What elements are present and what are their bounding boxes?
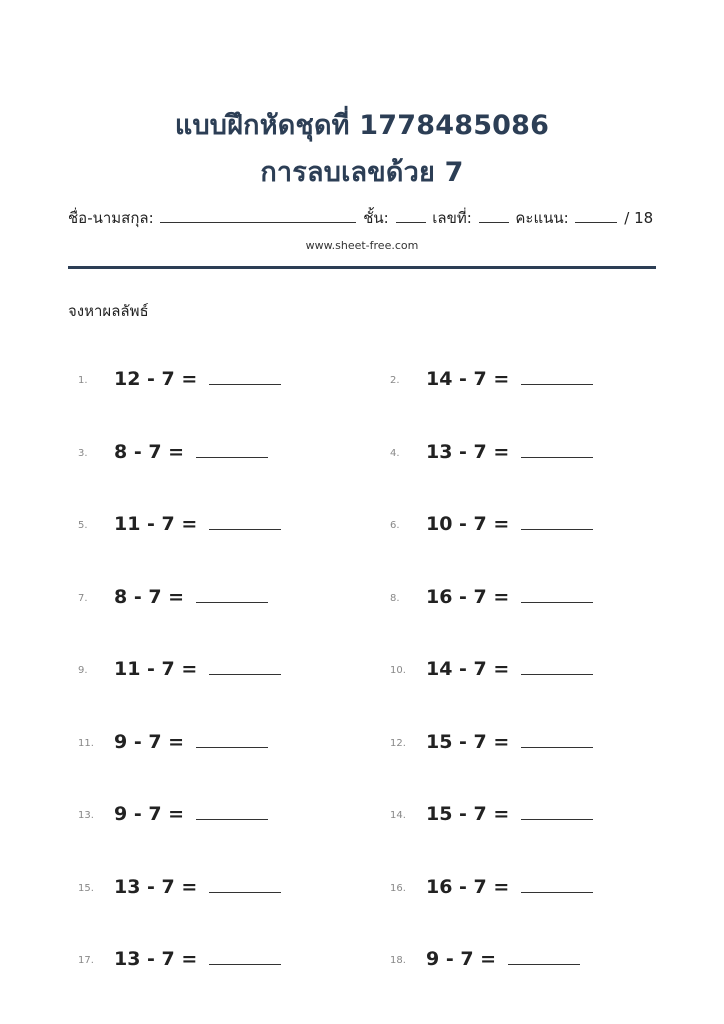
- answer-blank[interactable]: [508, 948, 580, 965]
- problem-expression: [426, 513, 593, 535]
- answer-blank[interactable]: [521, 586, 593, 603]
- problem-number: 9.: [78, 665, 88, 676]
- problem-expression-text: 12 - 7 =: [114, 368, 198, 390]
- problem-expression-text: 11 - 7 =: [114, 513, 198, 535]
- problem-expression: [114, 731, 268, 753]
- name-label: ชื่อ-นามสกุล:: [68, 209, 154, 227]
- answer-blank[interactable]: [209, 948, 281, 965]
- number-label: เลขที่:: [432, 209, 472, 227]
- problem-expression: [114, 513, 281, 535]
- problem-expression: [426, 586, 593, 608]
- answer-blank[interactable]: [196, 441, 268, 458]
- problem-number: 16.: [390, 883, 406, 894]
- problem-expression-text: 16 - 7 =: [426, 876, 510, 898]
- problem-expression-text: 15 - 7 =: [426, 731, 510, 753]
- answer-blank[interactable]: [521, 368, 593, 385]
- problem-expression-text: 15 - 7 =: [426, 803, 510, 825]
- student-info-row: [68, 206, 656, 230]
- answer-blank[interactable]: [209, 876, 281, 893]
- problem-number: 8.: [390, 593, 400, 604]
- answer-blank[interactable]: [521, 803, 593, 820]
- problem-expression-text: 11 - 7 =: [114, 658, 198, 680]
- instruction-text: จงหาผลลัพธ์: [68, 302, 149, 320]
- problem-number: 18.: [390, 955, 406, 966]
- problem-expression-text: 13 - 7 =: [114, 876, 198, 898]
- answer-blank[interactable]: [521, 658, 593, 675]
- problem-expression-text: 9 - 7 =: [426, 948, 497, 970]
- answer-blank[interactable]: [209, 513, 281, 530]
- problem-expression-text: 13 - 7 =: [114, 948, 198, 970]
- answer-blank[interactable]: [209, 368, 281, 385]
- answer-blank[interactable]: [521, 731, 593, 748]
- problem-expression-text: 9 - 7 =: [114, 803, 185, 825]
- number-blank[interactable]: [479, 208, 509, 223]
- worksheet-subtitle: การลบเลขด้วย 7: [260, 157, 464, 188]
- problem-expression: [114, 441, 268, 463]
- problem-number: 5.: [78, 520, 88, 531]
- problem-expression: [114, 658, 281, 680]
- class-blank[interactable]: [396, 208, 426, 223]
- problem-expression-text: 8 - 7 =: [114, 586, 185, 608]
- problem-expression: [426, 876, 593, 898]
- problem-number: 17.: [78, 955, 94, 966]
- answer-blank[interactable]: [521, 876, 593, 893]
- problem-expression: [114, 876, 281, 898]
- problem-expression-text: 13 - 7 =: [426, 441, 510, 463]
- problem-expression-text: 9 - 7 =: [114, 731, 185, 753]
- problem-number: 10.: [390, 665, 406, 676]
- answer-blank[interactable]: [196, 731, 268, 748]
- problem-expression: [426, 803, 593, 825]
- problem-expression: [426, 948, 580, 970]
- problem-expression: [114, 948, 281, 970]
- problem-expression-text: 8 - 7 =: [114, 441, 185, 463]
- problem-expression-text: 14 - 7 =: [426, 368, 510, 390]
- worksheet-title: แบบฝึกหัดชุดที่ 1778485086: [174, 110, 550, 141]
- problem-number: 12.: [390, 738, 406, 749]
- website-link: www.sheet-free.com: [305, 239, 419, 252]
- problem-expression: [114, 368, 281, 390]
- score-blank[interactable]: [575, 208, 617, 223]
- problem-expression-text: 10 - 7 =: [426, 513, 510, 535]
- problem-number: 3.: [78, 448, 88, 459]
- problem-number: 7.: [78, 593, 88, 604]
- problem-expression: [426, 731, 593, 753]
- score-label: คะแนน:: [515, 209, 569, 227]
- problem-number: 1.: [78, 375, 88, 386]
- problem-number: 13.: [78, 810, 94, 821]
- problem-number: 6.: [390, 520, 400, 531]
- problem-expression: [426, 441, 593, 463]
- problem-number: 4.: [390, 448, 400, 459]
- problem-expression-text: 14 - 7 =: [426, 658, 510, 680]
- name-blank[interactable]: [160, 208, 356, 223]
- problem-number: 14.: [390, 810, 406, 821]
- problem-expression: [426, 368, 593, 390]
- problem-number: 15.: [78, 883, 94, 894]
- problem-expression: [426, 658, 593, 680]
- answer-blank[interactable]: [196, 586, 268, 603]
- problem-number: 2.: [390, 375, 400, 386]
- problem-expression: [114, 803, 268, 825]
- header-divider: [68, 266, 656, 269]
- answer-blank[interactable]: [521, 513, 593, 530]
- score-total: / 18: [624, 209, 654, 227]
- problem-expression-text: 16 - 7 =: [426, 586, 510, 608]
- answer-blank[interactable]: [196, 803, 268, 820]
- answer-blank[interactable]: [209, 658, 281, 675]
- problem-expression: [114, 586, 268, 608]
- answer-blank[interactable]: [521, 441, 593, 458]
- problem-number: 11.: [78, 738, 94, 749]
- class-label: ชั้น:: [363, 209, 389, 227]
